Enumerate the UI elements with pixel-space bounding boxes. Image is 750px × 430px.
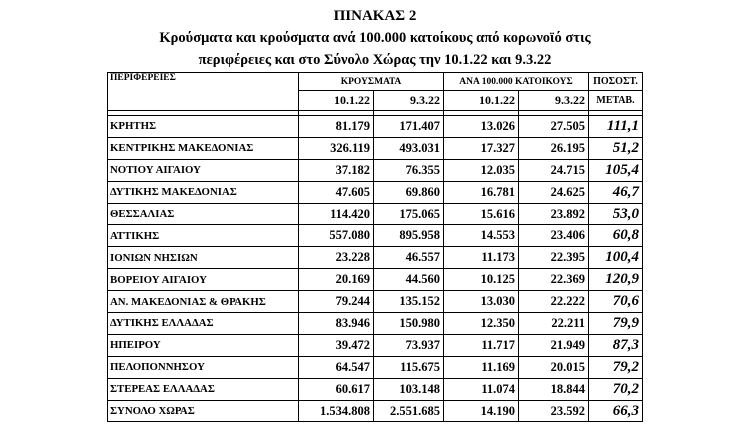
- per-100k-9-3-22: 24.625: [519, 181, 589, 203]
- region-name: ΣΥΝΟΛΟ ΧΩΡΑΣ: [108, 400, 299, 422]
- header-date-cases-2: 9.3.22: [374, 91, 444, 111]
- table-number: ΠΙΝΑΚΑΣ 2: [333, 8, 417, 24]
- cases-10-1-22: 326.119: [299, 137, 374, 159]
- per-100k-10-1-22: 11.074: [444, 378, 519, 400]
- percent-change: 120,9: [589, 269, 643, 291]
- cases-10-1-22: 557.080: [299, 225, 374, 247]
- cases-9-3-22: 115.675: [374, 356, 444, 378]
- header-cases: ΚΡΟΥΣΜΑΤΑ: [299, 73, 444, 91]
- cases-10-1-22: 1.534.808: [299, 400, 374, 422]
- cases-9-3-22: 69.860: [374, 181, 444, 203]
- table-row: [108, 269, 643, 291]
- cases-9-3-22: 895.958: [374, 225, 444, 247]
- header-date-cases-1: 10.1.22: [299, 91, 374, 111]
- cases-9-3-22: 150.980: [374, 313, 444, 335]
- region-name: ΑΤΤΙΚΗΣ: [108, 225, 299, 247]
- cases-10-1-22: 81.179: [299, 116, 374, 138]
- per-100k-10-1-22: 10.125: [444, 269, 519, 291]
- per-100k-9-3-22: 22.369: [519, 269, 589, 291]
- table-row: [108, 247, 643, 269]
- percent-change: 60,8: [589, 225, 643, 247]
- cases-10-1-22: 64.547: [299, 356, 374, 378]
- per-100k-10-1-22: 16.781: [444, 181, 519, 203]
- cases-9-3-22: 46.557: [374, 247, 444, 269]
- percent-change: 70,2: [589, 378, 643, 400]
- percent-change: 105,4: [589, 159, 643, 181]
- cases-10-1-22: 79.244: [299, 291, 374, 313]
- percent-change: 79,9: [589, 313, 643, 335]
- percent-change: 87,3: [589, 334, 643, 356]
- per-100k-10-1-22: 14.190: [444, 400, 519, 422]
- region-name: ΚΕΝΤΡΙΚΗΣ ΜΑΚΕΔΟΝΙΑΣ: [108, 137, 299, 159]
- region-name: ΒΟΡΕΙΟΥ ΑΙΓΑΙΟΥ: [108, 269, 299, 291]
- cases-10-1-22: 20.169: [299, 269, 374, 291]
- percent-change: 70,6: [589, 291, 643, 313]
- region-name: ΑΝ. ΜΑΚΕΔΟΝΙΑΣ & ΘΡΑΚΗΣ: [108, 291, 299, 313]
- per-100k-10-1-22: 12.350: [444, 313, 519, 335]
- table-title-line-2: περιφέρειες και στο Σύνολο Χώρας την 10.1.22 και 9.3.22: [198, 52, 552, 68]
- cases-9-3-22: 2.551.685: [374, 400, 444, 422]
- per-100k-9-3-22: 21.949: [519, 334, 589, 356]
- header-date-per-2: 9.3.22: [519, 91, 589, 111]
- table-row: [108, 334, 643, 356]
- header-pct-change-1: ΠΟΣΟΣΤ.: [589, 73, 643, 91]
- header-date-per-1: 10.1.22: [444, 91, 519, 111]
- region-name: ΔΥΤΙΚΗΣ ΕΛΛΑΔΑΣ: [108, 313, 299, 335]
- per-100k-10-1-22: 12.035: [444, 159, 519, 181]
- header-per-100k: ΑΝΑ 100.000 ΚΑΤΟΙΚΟΥΣ: [444, 73, 589, 91]
- per-100k-9-3-22: 23.406: [519, 225, 589, 247]
- percent-change: 53,0: [589, 203, 643, 225]
- header-row: [108, 73, 643, 91]
- covid-cases-table: [107, 72, 643, 422]
- region-name: ΙΟΝΙΩΝ ΝΗΣΙΩΝ: [108, 247, 299, 269]
- cases-10-1-22: 114.420: [299, 203, 374, 225]
- table-row: [108, 137, 643, 159]
- table-row: [108, 400, 643, 422]
- percent-change: 79,2: [589, 356, 643, 378]
- cases-9-3-22: 103.148: [374, 378, 444, 400]
- cases-9-3-22: 76.355: [374, 159, 444, 181]
- cases-9-3-22: 175.065: [374, 203, 444, 225]
- cases-10-1-22: 83.946: [299, 313, 374, 335]
- cases-9-3-22: 171.407: [374, 116, 444, 138]
- per-100k-9-3-22: 22.222: [519, 291, 589, 313]
- per-100k-10-1-22: 11.169: [444, 356, 519, 378]
- region-name: ΚΡΗΤΗΣ: [108, 116, 299, 138]
- cases-10-1-22: 47.605: [299, 181, 374, 203]
- table-row: [108, 225, 643, 247]
- region-name: ΣΤΕΡΕΑΣ ΕΛΛΑΔΑΣ: [108, 378, 299, 400]
- header-regions: ΠΕΡΙΦΕΡΕΙΕΣ: [108, 73, 299, 111]
- per-100k-9-3-22: 18.844: [519, 378, 589, 400]
- per-100k-9-3-22: 22.395: [519, 247, 589, 269]
- region-name: ΠΕΛΟΠΟΝΝΗΣΟΥ: [108, 356, 299, 378]
- per-100k-10-1-22: 11.173: [444, 247, 519, 269]
- table-body: [108, 116, 643, 422]
- cases-9-3-22: 44.560: [374, 269, 444, 291]
- per-100k-9-3-22: 23.892: [519, 203, 589, 225]
- table-row: [108, 378, 643, 400]
- per-100k-10-1-22: 15.616: [444, 203, 519, 225]
- per-100k-9-3-22: 26.195: [519, 137, 589, 159]
- table-row: [108, 356, 643, 378]
- per-100k-10-1-22: 17.327: [444, 137, 519, 159]
- percent-change: 66,3: [589, 400, 643, 422]
- cases-10-1-22: 60.617: [299, 378, 374, 400]
- region-name: ΗΠΕΙΡΟΥ: [108, 334, 299, 356]
- percent-change: 100,4: [589, 247, 643, 269]
- per-100k-10-1-22: 14.553: [444, 225, 519, 247]
- table-row: [108, 181, 643, 203]
- table-title-line-1: Κρούσματα και κρούσματα ανά 100.000 κατοίκους από κορωνοϊό στις: [159, 30, 591, 46]
- per-100k-10-1-22: 13.030: [444, 291, 519, 313]
- table-row: [108, 313, 643, 335]
- cases-10-1-22: 23.228: [299, 247, 374, 269]
- cases-10-1-22: 37.182: [299, 159, 374, 181]
- per-100k-9-3-22: 22.211: [519, 313, 589, 335]
- per-100k-9-3-22: 20.015: [519, 356, 589, 378]
- table-row: [108, 159, 643, 181]
- region-name: ΔΥΤΙΚΗΣ ΜΑΚΕΔΟΝΙΑΣ: [108, 181, 299, 203]
- header-pct-change-2: ΜΕΤΑΒ.: [589, 91, 643, 111]
- region-name: ΝΟΤΙΟΥ ΑΙΓΑΙΟΥ: [108, 159, 299, 181]
- table-row: [108, 116, 643, 138]
- table-row: [108, 203, 643, 225]
- table-row: [108, 291, 643, 313]
- per-100k-9-3-22: 23.592: [519, 400, 589, 422]
- per-100k-9-3-22: 24.715: [519, 159, 589, 181]
- percent-change: 51,2: [589, 137, 643, 159]
- cases-9-3-22: 493.031: [374, 137, 444, 159]
- percent-change: 111,1: [589, 116, 643, 138]
- cases-9-3-22: 135.152: [374, 291, 444, 313]
- cases-10-1-22: 39.472: [299, 334, 374, 356]
- per-100k-10-1-22: 11.717: [444, 334, 519, 356]
- per-100k-9-3-22: 27.505: [519, 116, 589, 138]
- cases-9-3-22: 73.937: [374, 334, 444, 356]
- region-name: ΘΕΣΣΑΛΙΑΣ: [108, 203, 299, 225]
- percent-change: 46,7: [589, 181, 643, 203]
- per-100k-10-1-22: 13.026: [444, 116, 519, 138]
